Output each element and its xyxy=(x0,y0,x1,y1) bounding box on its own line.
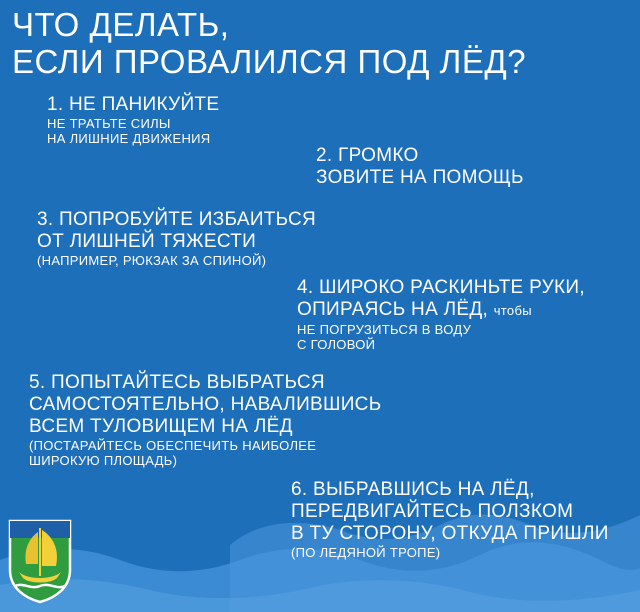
step-2-heading-line-1: 2. ГРОМКО xyxy=(316,145,419,166)
municipal-coat-of-arms-icon xyxy=(7,518,73,604)
step-5-note-line-2: ШИРОКУЮ ПЛОЩАДЬ) xyxy=(29,453,178,468)
step-4-heading-line-2-wrap xyxy=(297,299,585,322)
step-5-heading-line-2: САМОСТОЯТЕЛЬНО, НАВАЛИВШИСЬ xyxy=(29,394,382,415)
step-2-heading-line-2: ЗОВИТЕ НА ПОМОЩЬ xyxy=(316,167,524,188)
step-6-heading-line-1: 6. ВЫБРАВШИСЬ НА ЛЁД, xyxy=(291,479,535,500)
step-1-dont-panic xyxy=(47,94,219,146)
title-line-2: ЕСЛИ ПРОВАЛИЛСЯ ПОД ЛЁД? xyxy=(12,43,527,80)
step-5-climb-out xyxy=(29,372,381,468)
step-4-spread-arms xyxy=(297,277,585,352)
step-5-heading-line-1: 5. ПОПЫТАЙТЕСЬ ВЫБРАТЬСЯ xyxy=(29,372,325,393)
step-3-heading-line-1: 3. ПОПРОБУЙТЕ ИЗБАИТЬСЯ xyxy=(37,209,317,230)
step-2-call-for-help xyxy=(316,145,524,189)
step-1-note-line-2: НА ЛИШНИЕ ДВИЖЕНИЯ xyxy=(47,131,211,146)
step-3-note: (НАПРИМЕР, РЮКЗАК ЗА СПИНОЙ) xyxy=(37,253,267,268)
step-4-heading-line-1: 4. ШИРОКО РАСКИНЬТЕ РУКИ, xyxy=(297,277,585,298)
step-3-drop-weight xyxy=(37,209,316,268)
step-4-note-line-2: С ГОЛОВОЙ xyxy=(297,337,376,352)
page-title xyxy=(12,6,526,80)
step-1-heading: 1. НЕ ПАНИКУЙТЕ xyxy=(47,94,220,115)
step-4-note-line-1: НЕ ПОГРУЗИТЬСЯ В ВОДУ xyxy=(297,322,472,337)
step-1-note-line-1: НЕ ТРАТЬТЕ СИЛЫ xyxy=(47,116,171,131)
step-5-note-line-1: (ПОСТАРАЙТЕСЬ ОБЕСПЕЧИТЬ НАИБОЛЕЕ xyxy=(29,438,317,453)
step-3-heading-line-2: ОТ ЛИШНЕЙ ТЯЖЕСТИ xyxy=(37,231,257,252)
step-6-heading-line-3: В ТУ СТОРОНУ, ОТКУДА ПРИШЛИ xyxy=(291,523,609,544)
step-6-heading-line-2: ПЕРЕДВИГАЙТЕСЬ ПОЛЗКОМ xyxy=(291,501,574,522)
step-4-heading-line-2: ОПИРАЯСЬ НА ЛЁД, xyxy=(297,299,489,320)
step-5-heading-line-3: ВСЕМ ТУЛОВИЩЕМ НА ЛЁД xyxy=(29,416,293,437)
title-line-1: ЧТО ДЕЛАТЬ, xyxy=(12,6,230,43)
step-6-crawl-back xyxy=(291,479,609,560)
step-4-heading-tail: чтобы xyxy=(493,303,532,318)
step-6-note: (ПО ЛЕДЯНОЙ ТРОПЕ) xyxy=(291,545,441,560)
